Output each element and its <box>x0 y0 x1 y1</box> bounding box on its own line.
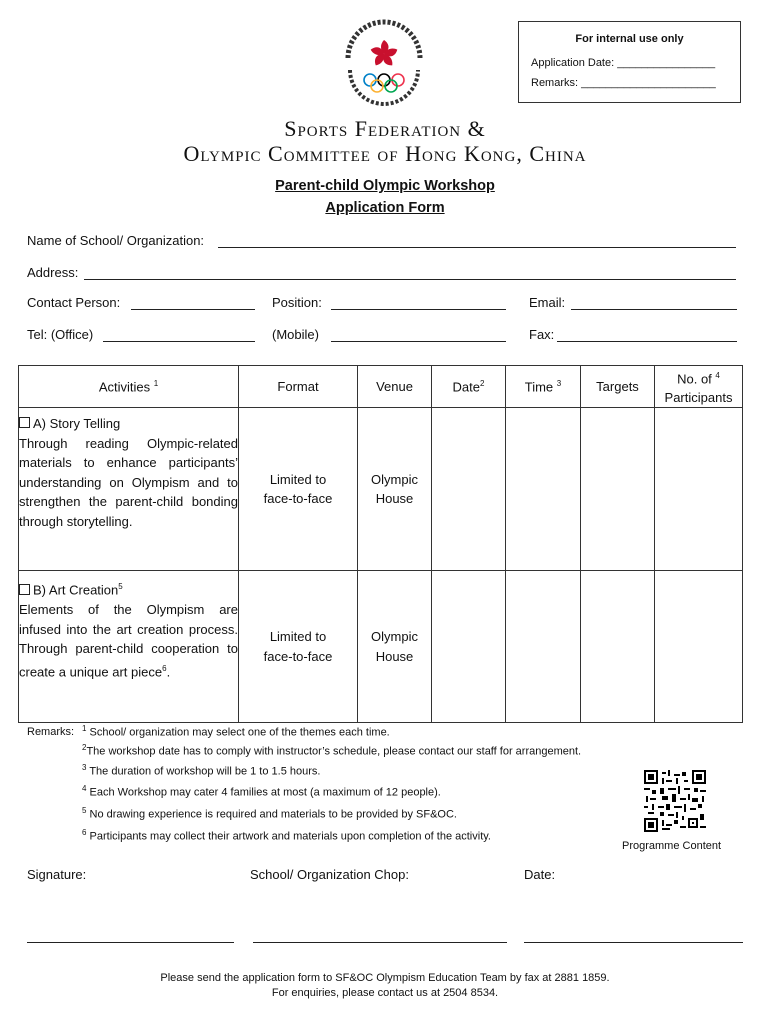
qr-caption: Programme Content <box>622 840 722 852</box>
tel-office-label: Tel: (Office) <box>27 327 94 342</box>
sfoc-logo <box>328 18 440 114</box>
contact-person-input-line[interactable] <box>131 309 255 310</box>
activity-story-telling <box>19 408 239 571</box>
address-input-line[interactable] <box>84 279 736 280</box>
art-creation-description: Elements of the Olympism are infused into the art creation process. Through parent-child cooperation to create a unique art piece$^6$. <box>19 602 238 679</box>
footer-fax-note: Please send the application form to SF&OC Olympism Education Team by fax at 2881 1859. <box>160 972 610 984</box>
story-telling-date-cell[interactable] <box>432 408 506 571</box>
story-telling-time-cell[interactable] <box>506 408 581 571</box>
remark-item: $^5$ No drawing experience is required and materials to be provided by SF&OC. <box>82 806 457 821</box>
email-label: Email: <box>529 295 566 310</box>
school-label: Name of School/ Organization: <box>27 233 205 248</box>
internal-use-title: For internal use only <box>575 33 684 45</box>
chop-label: School/ Organization Chop: <box>250 867 409 882</box>
mobile-input-line[interactable] <box>331 341 506 342</box>
story-telling-description: Through reading Olympic-related materials to enhance participants’ understanding on Olympism and to strengthen the parent-child bonding through storytelling. <box>19 435 238 529</box>
chop-line[interactable] <box>253 942 507 943</box>
remark-item: $^4$ Each Workshop may cater 4 families at most (a maximum of 12 people). <box>82 784 441 799</box>
fax-input-line[interactable] <box>557 341 737 342</box>
art-creation-targets-cell[interactable] <box>581 571 655 723</box>
story-telling-checkbox[interactable] <box>19 417 30 428</box>
venue-header: Venue <box>358 366 432 408</box>
story-telling-targets-cell[interactable] <box>581 408 655 571</box>
table-header-row <box>19 366 743 408</box>
participants-header: No. of $^4$ Participants <box>655 366 743 408</box>
story-telling-participants-cell[interactable] <box>655 408 743 571</box>
art-creation-date-cell[interactable] <box>432 571 506 723</box>
tel-office-input-line[interactable] <box>103 341 255 342</box>
remark-item: $^2$The workshop date has to comply with instructor’s schedule, please contact our staff for arrangement. <box>82 743 582 758</box>
remark-item: $^6$ Participants may collect their artwork and materials upon completion of the activity. <box>82 828 491 843</box>
org-name-line2: Olympic Committee of Hong Kong, China <box>183 141 587 166</box>
qr-code[interactable] <box>644 770 706 832</box>
art-creation-checkbox[interactable] <box>19 584 30 595</box>
remarks-label: Remarks: <box>27 726 75 738</box>
signature-label: Signature: <box>27 867 87 882</box>
activity-art-creation: B) Art Creation$^5$ Elements of the Olympism are infused into the art creation process. Through parent-child cooperation to create a unique art piece$^6$. <box>19 571 239 723</box>
form-title: Parent-child Olympic Workshop <box>275 178 495 194</box>
contact-person-label: Contact Person: <box>27 295 121 310</box>
school-input-line[interactable] <box>218 247 736 248</box>
activities-header: Activities $^1$ <box>19 366 239 408</box>
targets-header: Targets <box>581 366 655 408</box>
remark-item: $^1$ School/ organization may select one of the themes each time. <box>82 724 390 739</box>
activities-table <box>18 365 743 723</box>
email-input-line[interactable] <box>571 309 737 310</box>
application-date-field[interactable]: Application Date: ________________ <box>531 57 716 69</box>
org-name-line1: Sports Federation & <box>284 116 486 141</box>
position-label: Position: <box>272 295 322 310</box>
art-creation-venue: Olympic House <box>358 571 432 723</box>
form-subtitle: Application Form <box>325 200 445 216</box>
story-telling-title: A) Story Telling <box>33 416 121 432</box>
format-header: Format <box>239 366 358 408</box>
address-label: Address: <box>27 265 79 280</box>
table-row <box>19 571 743 723</box>
table-row <box>19 408 743 571</box>
internal-use-box <box>518 21 741 103</box>
date-line[interactable] <box>524 942 743 943</box>
time-header: Time $^3$ <box>506 366 581 408</box>
art-creation-time-cell[interactable] <box>506 571 581 723</box>
story-telling-format: Limited to face-to-face <box>239 408 358 571</box>
date-header: Date$^2$ <box>432 366 506 408</box>
art-creation-participants-cell[interactable] <box>655 571 743 723</box>
story-telling-venue: Olympic House <box>358 408 432 571</box>
signature-line[interactable] <box>27 942 234 943</box>
art-creation-title: B) Art Creation <box>33 582 119 598</box>
art-creation-format: Limited to face-to-face <box>239 571 358 723</box>
remark-item: $^3$ The duration of workshop will be 1 to 1.5 hours. <box>82 763 321 778</box>
mobile-label: (Mobile) <box>272 327 319 342</box>
position-input-line[interactable] <box>331 309 506 310</box>
fax-label: Fax: <box>529 327 555 342</box>
remarks-field[interactable]: Remarks: ______________________ <box>531 77 716 89</box>
footer-enquiry-note: For enquiries, please contact us at 2504 8534. <box>271 987 499 999</box>
date-label: Date: <box>524 867 556 882</box>
